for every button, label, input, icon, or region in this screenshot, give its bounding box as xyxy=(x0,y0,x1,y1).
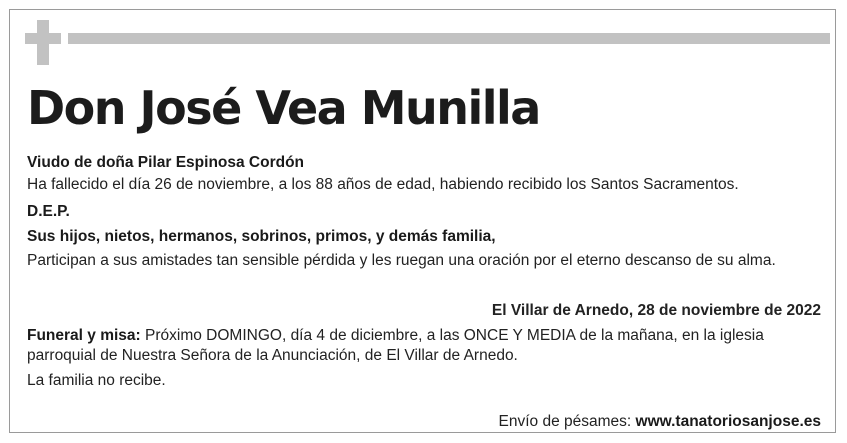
request-line: Participan a sus amistades tan sensible pérdida y les ruegan una oración por el eterno descanso de su alma. xyxy=(27,252,776,269)
funeral-label: Funeral y misa: xyxy=(27,327,141,344)
funeral-text-2: parroquial de Nuestra Señora de la Anunciación, de El Villar de Arnedo. xyxy=(27,347,518,364)
funeral-line xyxy=(27,326,764,346)
condolences-link[interactable]: www.tanatoriosanjose.es xyxy=(635,413,821,430)
family-line: Sus hijos, nietos, hermanos, sobrinos, primos, y demás familia, xyxy=(27,228,496,245)
death-line: Ha fallecido el día 26 de noviembre, a los 88 años de edad, habiendo recibido los Santos Sacramentos. xyxy=(27,176,739,193)
condolences-line xyxy=(499,412,821,432)
header-rule xyxy=(68,33,830,44)
rip-line: D.E.P. xyxy=(27,203,70,220)
place-date: El Villar de Arnedo, 28 de noviembre de 2022 xyxy=(491,302,821,319)
funeral-text-1: Próximo DOMINGO, día 4 de diciembre, a las ONCE Y MEDIA de la mañana, en la iglesia xyxy=(140,327,764,344)
deceased-name: Don José Vea Munilla xyxy=(27,81,540,135)
condolences-label: Envío de pésames: xyxy=(498,413,636,430)
spouse-line: Viudo de doña Pilar Espinosa Cordón xyxy=(27,154,305,171)
notice-frame xyxy=(9,9,836,433)
no-receive-line: La familia no recibe. xyxy=(27,372,166,389)
cross-icon-bar xyxy=(25,33,61,44)
